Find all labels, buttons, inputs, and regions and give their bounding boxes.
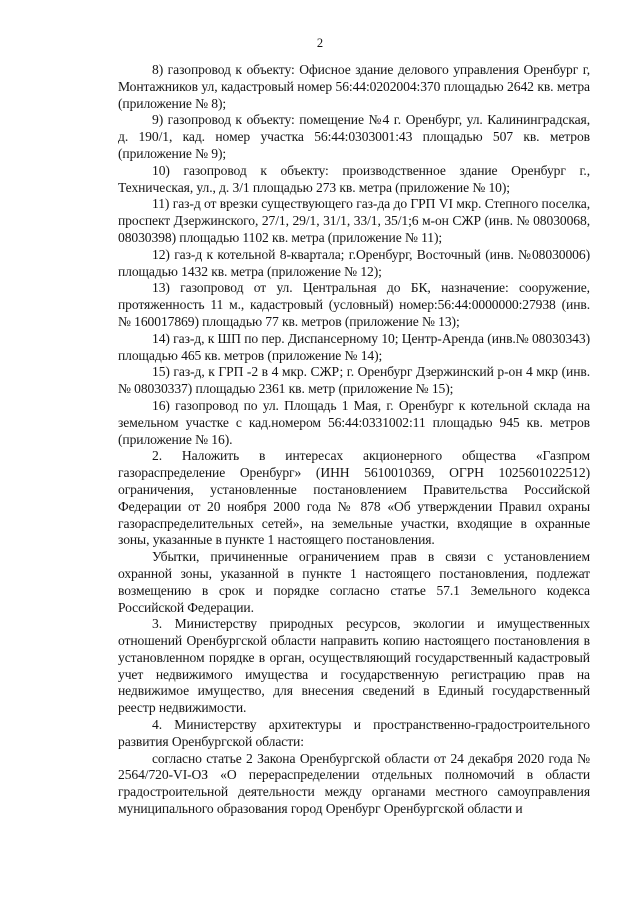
- document-body: [118, 62, 590, 818]
- paragraph-item-16: 16) газопровод по ул. Площадь 1 Мая, г. Оренбург к котельной склада на земельном участке с кад.номером 56:44:0331002:11 площадью 945 кв. метров (приложение № 16).: [118, 397, 590, 447]
- paragraph-item-10: 10) газопровод к объекту: производственное здание Оренбург г., Техническая, ул., д. 3/1 площадью 273 кв. метра (приложение № 10);: [118, 162, 590, 195]
- page-number: 2: [316, 36, 324, 50]
- paragraph-damages: Убытки, причиненные ограничением прав в связи с установлением охранной зоны, указанной в пункте 1 настоящего постановления, подлежат возмещению в срок и порядке согласно статье 57.1 Земельного кодекса Российской Федерации.: [118, 549, 590, 615]
- paragraph-item-8: 8) газопровод к объекту: Офисное здание делового управления Оренбург г, Монтажников ул, кадастровый номер 56:44:0202004:370 площадью 2642 кв. метра (приложение № 8);: [118, 62, 590, 111]
- paragraph-section-4-text: согласно статье 2 Закона Оренбургской области от 24 декабря 2020 года № 2564/720-VI-ОЗ «О перераспределении отдельных полномочий в области градостроительной деятельности между органами местного самоуправления муниципального образования город Оренбург Оренбургской области и: [118, 750, 590, 817]
- paragraph-section-2: 2. Наложить в интересах акционерного общества «Газпром газораспределение Оренбург» (ИНН 5610010369, ОГРН 1025601022512) ограничения, установленные постановлением Правительства Российской Федерации от 20 ноября 2000 года № 878 «Об утверждении Правил охраны газораспределительных сетей», на земельные участки, входящие в охранные зоны, указанные в пункте 1 настоящего постановления.: [118, 448, 590, 548]
- paragraph-item-11: 11) газ-д от врезки существующего газ-да до ГРП VI мкр. Степного поселка, проспект Дзержинского, 27/1, 29/1, 31/1, 33/1, 35/1;6 м-он СЖР (инв. № 08030068, 08030398) площадью 1102 кв. метра (приложение № 11);: [118, 196, 590, 245]
- paragraph-item-15: 15) газ-д, к ГРП -2 в 4 мкр. СЖР; г. Оренбург Дзержинский р-он 4 мкр (инв. № 08030337) площадью 2361 кв. метр (приложение № 15);: [118, 364, 590, 397]
- paragraph-item-13: 13) газопровод от ул. Центральная до БК, назначение: сооружение, протяженность 11 м., кадастровый (условный) номер:56:44:0000000:27938 (инв. № 160017869) площадью 77 кв. метров (приложение № 13);: [118, 280, 590, 329]
- paragraph-section-3: 3. Министерству природных ресурсов, экологии и имущественных отношений Оренбургской области направить копию настоящего постановления в установленном порядке в орган, осуществляющий государственный кадастровый учет недвижимого имущества и государственную регистрацию прав на недвижимое имущество, для внесения сведений в Единый государственный реестр недвижимости.: [118, 616, 590, 716]
- paragraph-item-12: 12) газ-д к котельной 8-квартала; г.Оренбург, Восточный (инв. №08030006) площадью 1432 кв. метра (приложение № 12);: [118, 246, 590, 279]
- paragraph-item-9: 9) газопровод к объекту: помещение №4 г. Оренбург, ул. Калининградская, д. 190/1, кад. номер участка 56:44:0303001:43 площадью 507 кв. метров (приложение № 9);: [118, 112, 590, 161]
- paragraph-section-4: 4. Министерству архитектуры и пространственно-градостроительного развития Оренбургской области:: [118, 717, 590, 749]
- paragraph-item-14: 14) газ-д, к ШП по пер. Диспансерному 10; Центр-Аренда (инв.№ 08030343) площадью 465 кв. метров (приложение № 14);: [118, 330, 590, 363]
